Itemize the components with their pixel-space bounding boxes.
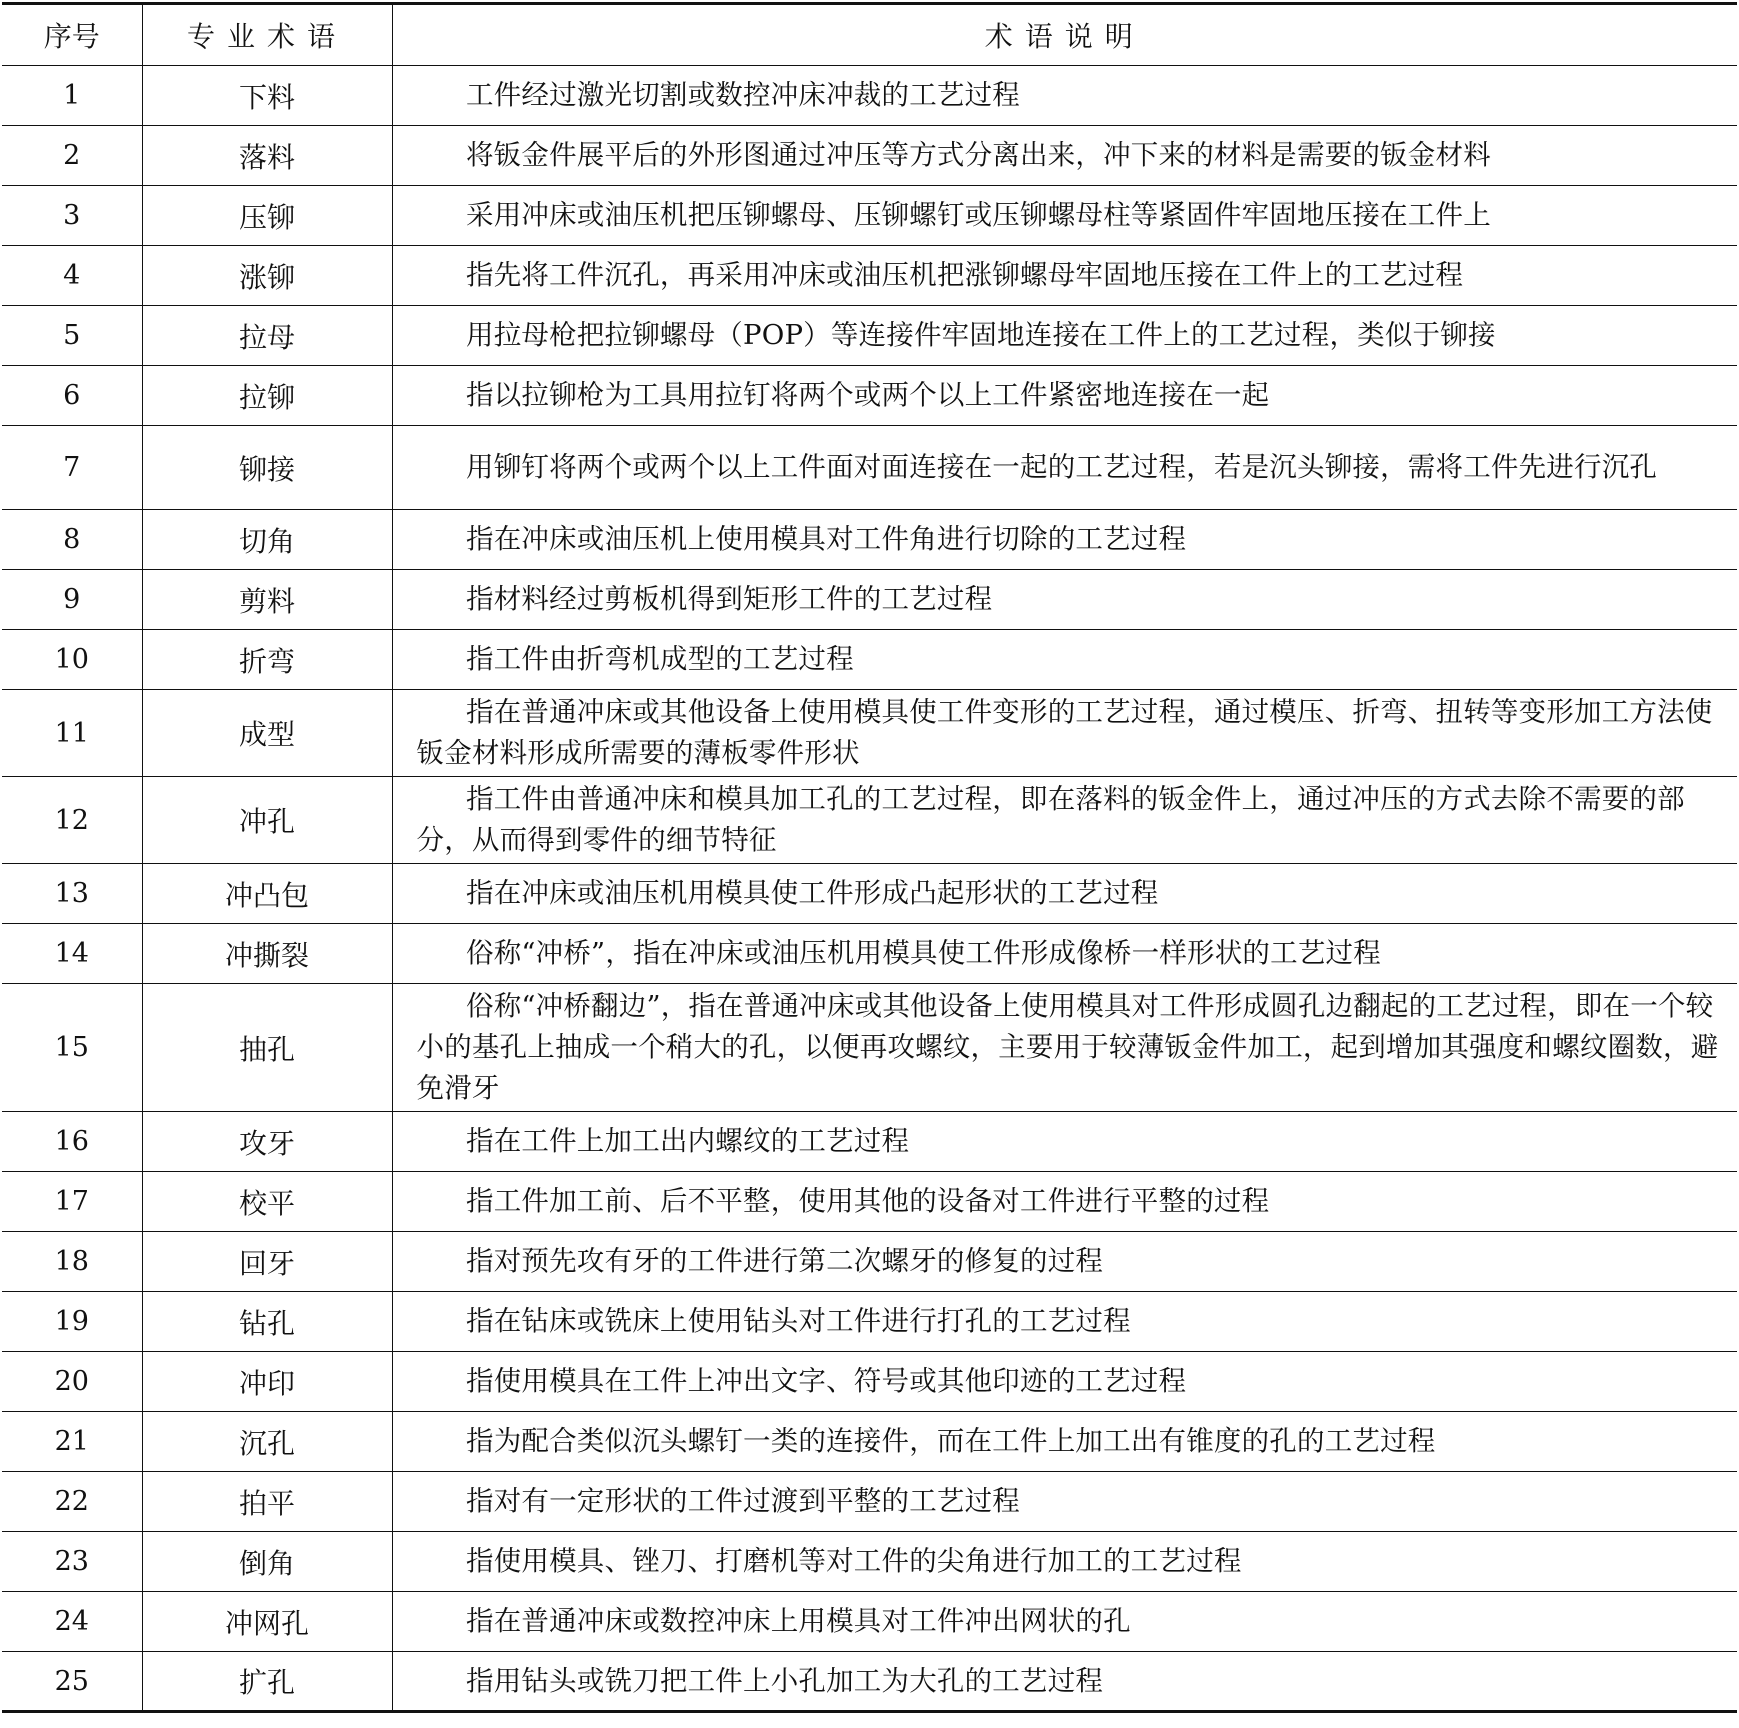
table-row — [2, 1412, 1737, 1472]
table-body — [2, 66, 1737, 1712]
row-term: 倒角 — [142, 1532, 392, 1592]
row-description: 用拉母枪把拉铆螺母（POP）等连接件牢固地连接在工件上的工艺过程，类似于铆接 — [392, 306, 1737, 366]
table-row — [2, 426, 1737, 510]
table-row — [2, 984, 1737, 1112]
row-description: 工件经过激光切割或数控冲床冲裁的工艺过程 — [392, 66, 1737, 126]
row-number: 17 — [2, 1172, 142, 1232]
row-term: 切角 — [142, 510, 392, 570]
row-term: 拉母 — [142, 306, 392, 366]
table-row — [2, 510, 1737, 570]
header-description: 术语说明 — [392, 4, 1737, 66]
table-row — [2, 630, 1737, 690]
row-term: 成型 — [142, 690, 392, 777]
row-number: 14 — [2, 924, 142, 984]
table-row — [2, 186, 1737, 246]
row-description: 将钣金件展平后的外形图通过冲压等方式分离出来，冲下来的材料是需要的钣金材料 — [392, 126, 1737, 186]
table-row — [2, 924, 1737, 984]
row-description: 指在冲床或油压机用模具使工件形成凸起形状的工艺过程 — [392, 864, 1737, 924]
table-row — [2, 864, 1737, 924]
row-description: 指先将工件沉孔，再采用冲床或油压机把涨铆螺母牢固地压接在工件上的工艺过程 — [392, 246, 1737, 306]
row-number: 21 — [2, 1412, 142, 1472]
row-description: 指使用模具、锉刀、打磨机等对工件的尖角进行加工的工艺过程 — [392, 1532, 1737, 1592]
row-description: 指工件由普通冲床和模具加工孔的工艺过程，即在落料的钣金件上，通过冲压的方式去除不需要的部分，从而得到零件的细节特征 — [392, 777, 1737, 864]
table-row — [2, 366, 1737, 426]
header-row — [2, 4, 1737, 66]
row-term: 剪料 — [142, 570, 392, 630]
table-row — [2, 246, 1737, 306]
row-description: 指以拉铆枪为工具用拉钉将两个或两个以上工件紧密地连接在一起 — [392, 366, 1737, 426]
row-number: 6 — [2, 366, 142, 426]
row-description: 指在钻床或铣床上使用钻头对工件进行打孔的工艺过程 — [392, 1292, 1737, 1352]
row-term: 冲撕裂 — [142, 924, 392, 984]
row-term: 攻牙 — [142, 1112, 392, 1172]
row-description: 指材料经过剪板机得到矩形工件的工艺过程 — [392, 570, 1737, 630]
row-description: 指用钻头或铣刀把工件上小孔加工为大孔的工艺过程 — [392, 1652, 1737, 1712]
row-number: 1 — [2, 66, 142, 126]
row-number: 9 — [2, 570, 142, 630]
row-term: 折弯 — [142, 630, 392, 690]
row-description: 采用冲床或油压机把压铆螺母、压铆螺钉或压铆螺母柱等紧固件牢固地压接在工件上 — [392, 186, 1737, 246]
table-row — [2, 126, 1737, 186]
table-row — [2, 1532, 1737, 1592]
row-number: 5 — [2, 306, 142, 366]
table-row — [2, 306, 1737, 366]
table-row — [2, 66, 1737, 126]
row-term: 冲网孔 — [142, 1592, 392, 1652]
row-number: 24 — [2, 1592, 142, 1652]
row-description: 俗称“冲桥翻边”，指在普通冲床或其他设备上使用模具对工件形成圆孔边翻起的工艺过程，即在一个较小的基孔上抽成一个稍大的孔，以便再攻螺纹，主要用于较薄钣金件加工，起到增加其强度和螺纹圈数，避免滑牙 — [392, 984, 1737, 1112]
row-term: 扩孔 — [142, 1652, 392, 1712]
row-description: 俗称“冲桥”，指在冲床或油压机用模具使工件形成像桥一样形状的工艺过程 — [392, 924, 1737, 984]
row-number: 11 — [2, 690, 142, 777]
table-row — [2, 1472, 1737, 1532]
table-header — [2, 4, 1737, 66]
row-number: 2 — [2, 126, 142, 186]
row-term: 涨铆 — [142, 246, 392, 306]
row-term: 拍平 — [142, 1472, 392, 1532]
row-number: 3 — [2, 186, 142, 246]
row-number: 20 — [2, 1352, 142, 1412]
table-row — [2, 1112, 1737, 1172]
table-row — [2, 1232, 1737, 1292]
row-term: 沉孔 — [142, 1412, 392, 1472]
table-row — [2, 1172, 1737, 1232]
table-row — [2, 570, 1737, 630]
row-number: 10 — [2, 630, 142, 690]
row-number: 8 — [2, 510, 142, 570]
row-description: 指在冲床或油压机上使用模具对工件角进行切除的工艺过程 — [392, 510, 1737, 570]
row-number: 15 — [2, 984, 142, 1112]
row-description: 指为配合类似沉头螺钉一类的连接件，而在工件上加工出有锥度的孔的工艺过程 — [392, 1412, 1737, 1472]
row-description: 用铆钉将两个或两个以上工件面对面连接在一起的工艺过程，若是沉头铆接，需将工件先进行沉孔 — [392, 426, 1737, 510]
row-description: 指对有一定形状的工件过渡到平整的工艺过程 — [392, 1472, 1737, 1532]
row-term: 冲孔 — [142, 777, 392, 864]
row-term: 铆接 — [142, 426, 392, 510]
row-number: 4 — [2, 246, 142, 306]
row-number: 13 — [2, 864, 142, 924]
row-term: 抽孔 — [142, 984, 392, 1112]
row-number: 19 — [2, 1292, 142, 1352]
row-term: 下料 — [142, 66, 392, 126]
row-term: 压铆 — [142, 186, 392, 246]
row-number: 25 — [2, 1652, 142, 1712]
header-term: 专业术语 — [142, 4, 392, 66]
row-term: 拉铆 — [142, 366, 392, 426]
row-description: 指工件由折弯机成型的工艺过程 — [392, 630, 1737, 690]
row-description: 指使用模具在工件上冲出文字、符号或其他印迹的工艺过程 — [392, 1352, 1737, 1412]
row-description: 指在普通冲床或数控冲床上用模具对工件冲出网状的孔 — [392, 1592, 1737, 1652]
row-number: 12 — [2, 777, 142, 864]
table-row — [2, 1352, 1737, 1412]
row-description: 指工件加工前、后不平整，使用其他的设备对工件进行平整的过程 — [392, 1172, 1737, 1232]
row-number: 7 — [2, 426, 142, 510]
row-number: 16 — [2, 1112, 142, 1172]
row-term: 冲凸包 — [142, 864, 392, 924]
row-term: 落料 — [142, 126, 392, 186]
row-term: 回牙 — [142, 1232, 392, 1292]
row-term: 校平 — [142, 1172, 392, 1232]
row-term: 冲印 — [142, 1352, 392, 1412]
row-term: 钻孔 — [142, 1292, 392, 1352]
row-number: 23 — [2, 1532, 142, 1592]
row-description: 指在普通冲床或其他设备上使用模具使工件变形的工艺过程，通过模压、折弯、扭转等变形加工方法使钣金材料形成所需要的薄板零件形状 — [392, 690, 1737, 777]
table-row — [2, 777, 1737, 864]
row-description: 指在工件上加工出内螺纹的工艺过程 — [392, 1112, 1737, 1172]
row-description: 指对预先攻有牙的工件进行第二次螺牙的修复的过程 — [392, 1232, 1737, 1292]
table-row — [2, 690, 1737, 777]
terms-table — [2, 2, 1737, 1713]
table-row — [2, 1652, 1737, 1712]
table-row — [2, 1592, 1737, 1652]
row-number: 22 — [2, 1472, 142, 1532]
header-number: 序号 — [2, 4, 142, 66]
row-number: 18 — [2, 1232, 142, 1292]
table-row — [2, 1292, 1737, 1352]
